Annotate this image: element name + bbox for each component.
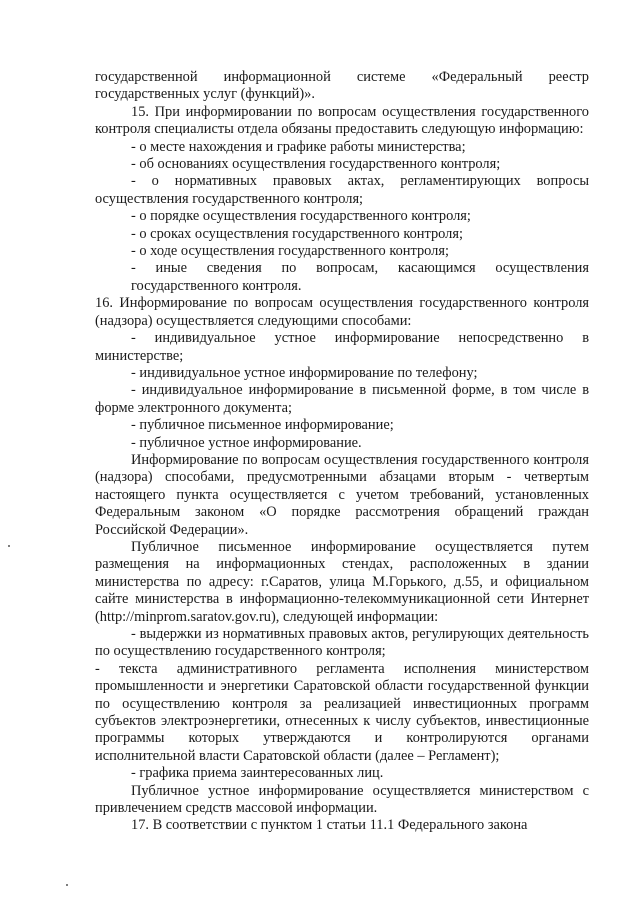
paragraph-registry-continuation: государственной информационной системе «Федеральный реестр государственных услуг (функций)». xyxy=(95,69,589,103)
scan-speck xyxy=(66,884,68,886)
paragraph-informing-methods: Информирование по вопросам осуществления государственного контроля (надзора) способами, предусмотренными абзацами вторым - четвертым настоящего пункта осуществляется с учетом требований, установленных Федеральным законом «О порядке рассмотрения обращений граждан Российской Федерации». xyxy=(95,451,589,538)
list-item-regulation-text: - текста административного регламента исполнения министерством промышленности и энергетики Саратовской области государственной функции по осуществлению контроля за реализацией инвестиционных программ субъектов электроэнергетики, отнесенных к числу субъектов, инвестиционные программы которых утверждаются и контролируются органами исполнительной власти Саратовской области (далее – Регламент); xyxy=(95,660,589,764)
list-item-location-schedule: - о месте нахождения и графике работы министерства; xyxy=(131,138,466,155)
list-item-other-info: - иные сведения по вопросам, касающимся осуществления государственного контроля. xyxy=(131,260,589,294)
paragraph-16-intro: 16. Информирование по вопросам осуществления государственного контроля (надзора) осуществляется следующими способами: xyxy=(95,295,589,329)
scan-speck xyxy=(8,545,10,547)
paragraph-public-written: Публичное письменное информирование осуществляется путем размещения на информационных стендах, расположенных в здании министерства по адресу: г.Саратов, улица М.Горького, д.55, и официальном сайте министерства в информационно-телекоммуникационной сети Интернет (http://minprom.saratov.gov.ru), следующей информации: xyxy=(95,538,589,625)
paragraph-public-oral: Публичное устное информирование осуществляется министерством с привлечением средств массовой информации. xyxy=(95,782,589,817)
list-item-written: - индивидуальное информирование в письменной форме, в том числе в форме электронного документа; xyxy=(95,382,589,416)
list-item-normative-acts: - о нормативных правовых актах, регламентирующих вопросы осуществления государственного контроля; xyxy=(95,173,589,207)
list-item-extracts: - выдержки из нормативных правовых актов, регулирующих деятельность по осуществлению государственного контроля; xyxy=(95,626,589,660)
list-item-oral-in-ministry: - индивидуальное устное информирование непосредственно в министерстве; xyxy=(95,330,589,364)
list-item-procedure: - о порядке осуществления государственного контроля; xyxy=(131,208,471,225)
list-item-public-oral: - публичное устное информирование. xyxy=(131,434,362,451)
paragraph-17-intro: 17. В соответствии с пунктом 1 статьи 11.1 Федерального закона xyxy=(131,817,528,834)
list-item-public-written: - публичное письменное информирование; xyxy=(131,417,394,434)
paragraph-15-intro: 15. При информировании по вопросам осуществления государственного контроля специалисты отдела обязаны предоставить следующую информацию: xyxy=(95,103,589,138)
list-item-reception-schedule: - графика приема заинтересованных лиц. xyxy=(131,765,384,782)
list-item-grounds: - об основаниях осуществления государственного контроля; xyxy=(131,156,501,173)
list-item-oral-by-phone: - индивидуальное устное информирование по телефону; xyxy=(131,364,478,381)
list-item-progress: - о ходе осуществления государственного контроля; xyxy=(131,243,449,260)
list-item-terms: - о сроках осуществления государственного контроля; xyxy=(131,225,463,242)
document-page xyxy=(95,69,589,835)
